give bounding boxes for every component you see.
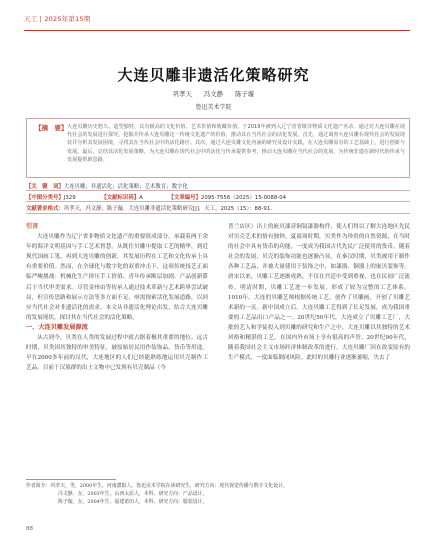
divider: [26, 201, 410, 202]
footnote-divider: [26, 479, 116, 480]
author-name: 冯文静: [203, 90, 224, 98]
article-number-label: 【文章编号】: [168, 195, 201, 201]
abstract-text: 大连贝雕历史悠久、造型独特，具有极高的文化价值、艺术价值和收藏价值。于2019年被列入辽宁省省级非物质文化遗产名录。通过对大连贝雕在现代社会的发展进行探究，挖掘并传承大连贝雕这一传统文化遗产的价值，推动其在当代社会的活化发展。首先，通过调查大连贝雕在现代社会的发展现状并分析其发展困境，寻找其在当代社会中的活化路径。其次，通过大连贝雕文化内涵的研究及设计实践，在大连贝雕原有的工艺基础上，进行创新与发展。最后，总结其活化发展策略，为大连贝雕在现代社会中的活化与传承提供参考，推动大连贝雕在当代社会的发展，为传统非遗在新时代的传承与发展提供新思路。: [67, 124, 405, 163]
clc-label: 【中图分类号】: [26, 195, 64, 201]
author-name: 陈子璇: [235, 90, 255, 98]
keywords-value: 大连贝雕；非遗活化；活化策略；艺术教育；数字化: [63, 184, 188, 190]
footnote-line: 陈子璇，女，2004年生，福建莆田人，本科，研究方向：服装设计。: [58, 499, 208, 505]
keywords-label: 【关 键 词】: [26, 184, 64, 190]
doc-code-value: A: [139, 195, 143, 201]
section-heading-intro: 引言: [26, 223, 39, 230]
keywords-row: [26, 182, 410, 190]
page-number: 88: [26, 526, 33, 532]
intro-paragraph: 大连贝雕作为辽宁省非物质文化遗产的重要组成部分，承载着两千余年的海洋文明基因与手工艺术智慧。从既往贝雕中提取工艺的精华，到近现代国画工笔，再到大连贝雕的创新，其发展历程在工艺和文化传承上具有重要价值。然而，在全球化与数字化的双重冲击下，这项传统技艺正面临严峻挑战：机械化生产挤压手工价值、青年传承断层加剧，产品创新滞后于当代审美需求。尽管金州由等传承人通过技术革新与艺术跨界尝试破局，但宣传思路和展示方法等多方面不足，亟需探索活化发展道路，以回应当代社会对非遗活化的需求。本文从非遗活化理论出发，结合大连贝雕的发展现状，探讨其在当代社会的活化策略。: [26, 234, 208, 321]
author-list: [0, 89, 427, 98]
classification-row: [26, 193, 410, 201]
article-title: 大连贝雕非遗活化策略研究: [117, 66, 310, 84]
journal-issue-label: 天工 | 2025年第15期: [24, 15, 91, 23]
footnote-line: 冯文静，女，2003年生，山西太原人，本科，研究方向：产品设计。: [58, 491, 208, 497]
author-affiliation: 鲁迅美术学院: [195, 104, 232, 111]
section-heading-1: 一、大连贝雕发展源流: [26, 323, 88, 331]
citation-text: 巩孝天，冯文静，陈子璇．大连贝雕非遗活化策略研究[J]．天工，2025（15）：88-91.: [63, 206, 272, 212]
footnote-line: 作者简介：巩孝天，男，2000年生，河南濮阳人，鲁迅美术学院在读研究生，研究方向：现代视觉传播与数字文化设计。: [26, 483, 288, 489]
article-number-value: 2095-7556（2025）15-0088-04: [200, 195, 287, 201]
body-column-right: [228, 222, 410, 363]
abstract-label: 【摘 要】: [35, 124, 68, 132]
citation-label: 文献著录格式：: [26, 206, 64, 212]
journal-header: [24, 6, 410, 31]
body-column-left: [26, 222, 208, 373]
section-1-continued-paragraph: 普兰店区）出土的嵌贝漆奁铜镜漆器构件，使人们得以了解大连地区先民对贝壳艺术的情有独钟。夏商周时期，贝类作为珍贵的自然资源，在当时的社会中具有货币的功能，一度成为我国古代先民广泛使用的货币。随着社会的发展，贝壳的装饰功能也逐渐凸显。在秦汉时期，贝类被用于制作各种工艺品，并被大量使用于装饰之中，如漆器、铜器上的嵌贝装饰等。唐宋以来，贝雕工艺逐渐成熟，不仅在宫廷中受到重视，也在民间广泛流传。明清时期，贝雕工艺进一步发展，形成了较为完整的工艺体系。1910年，大连的贝雕艺师根据传统工艺，创作了贝雕画，开创了贝雕艺术新的一页。新中国成立后，大连贝雕工艺得到了长足发展，成为我国重要的工艺品出口产品之一。20世纪50年代，大连成立了贝雕工艺厂，大批的艺人和学徒投入到贝雕的研究和生产之中。大连贝雕以其独特的艺术风格和精湛的工艺，在国内外市场上享有很高的声誉。20世纪90年代，随着我国社会主义市场经济体制改革的进行，大连贝雕厂因在改变原有的生产模式，一度面临倒闭风险。此时的贝雕行业逐渐萎缩，失去了: [228, 224, 410, 362]
divider: [26, 190, 410, 191]
section-1-paragraph: 从古到今，贝类在人类的发展过程中就占据着极其重要的地位。远古时期，贝类因其独特的审美特征，被原始居民用作装饰品、货币等用途。早在2000多年前的汉代，大连地区的人们已经能熟练地运用贝壳制作工艺品。目前于汉墓群的出土文物中已发现有贝壳制品（今: [26, 335, 208, 372]
doc-code-label: 【文献标识码】: [101, 195, 140, 201]
abstract-box: [26, 118, 410, 178]
citation-row: [26, 204, 410, 212]
clc-value: J329: [63, 195, 76, 201]
author-name: 巩孝天: [172, 90, 192, 98]
author-footnotes: [26, 482, 410, 506]
divider: [26, 213, 410, 214]
